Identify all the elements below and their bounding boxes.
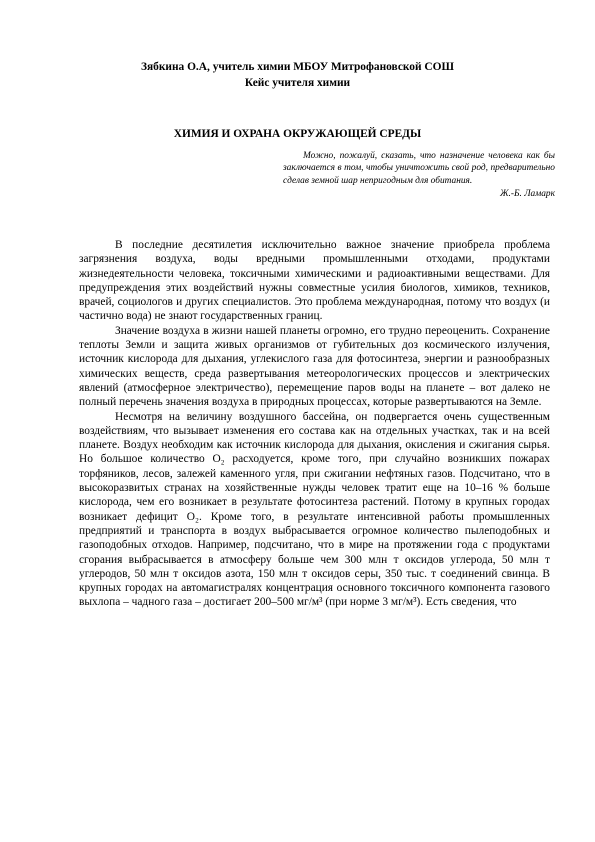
- paragraph-1: В последние десятилетия исключительно важное значение приобрела проблема загрязнения воздуха, воды вредными промышленными отходами, продуктами жизнедеятельности человека, токсичными химическими и радиоактивными веществами. Для предупреждения этих воздействий нужны совместные усилия биологов, химиков, техников, врачей, социологов и других специалистов. Это проблема международная, потому что воздух (и частично вода) не знают государственных границ.: [79, 239, 550, 323]
- paragraph-3: Несмотря на величину воздушного бассейна, он подвергается очень существенным воздействиям, что вызывает изменения его состава как на отдельных участках, так и на всей планете. Воздух необходим как источник кислорода для дыхания, окисления и сжигания сырья. Но большое количество O₂ расходуется, кроме того, при случайно возникших пожарах торфяников, лесов, залежей каменного угля, при сжигании нефтяных газов. Подсчитано, что в высокоразвитых странах на хозяйственные нужды человек тратит еще на 10–16 % больше кислорода, чем его возникает в результате фотосинтеза растений. Потому в крупных городах возникает дефицит O₂. Кроме того, в результате интенсивной работы промышленных предприятий и транспорта в воздух выбрасывается огромное количество пылеподобных и газоподобных отходов. Например, подсчитано, что в мире на протяжении года с продуктами сгорания выбрасывается в атмосферу больше чем 300 млн т оксидов углерода, 50 млн т углеродов, 50 млн т оксидов азота, 150 млн т оксидов серы, 350 тыс. т соединений свинца. В крупных городах на автомагистралях концентрация основного токсичного компонента газового выхлопа – чадного газа – достигает 200–500 мг/м³ (при норме 3 мг/м³). Есть сведения, что: [79, 410, 550, 609]
- epigraph-author: Ж.-Б. Ламарк: [499, 188, 555, 199]
- epigraph-quote: Можно, пожалуй, сказать, что назначение человека как бы заключается в том, чтобы уничтожить свой род, предварительно сделав земной шар непригодным для обитания.: [283, 151, 555, 186]
- document-title: ХИМИЯ И ОХРАНА ОКРУЖАЮЩЕЙ СРЕДЫ: [173, 128, 422, 140]
- epigraph: [283, 150, 555, 200]
- body-text: [79, 238, 550, 610]
- paragraph-2: Значение воздуха в жизни нашей планеты огромно, его трудно переоценить. Сохранение теплоты Земли и защита живых организмов от губительных доз космического излучения, источник кислорода для дыхания, углекислого газа для фотосинтеза, энергии и разнообразных химических веществ, среда развертывания метеорологических процессов и электрических явлений (атмосферное электричество), перемещение паров воды на планете – вот далеко не полный перечень значения воздуха в природных процессах, которые развертываются на Земле.: [79, 324, 550, 409]
- document-subtitle: Кейс учителя химии: [244, 77, 351, 89]
- author-line: Зябкина О.А, учитель химии МБОУ Митрофановской СОШ: [140, 61, 455, 73]
